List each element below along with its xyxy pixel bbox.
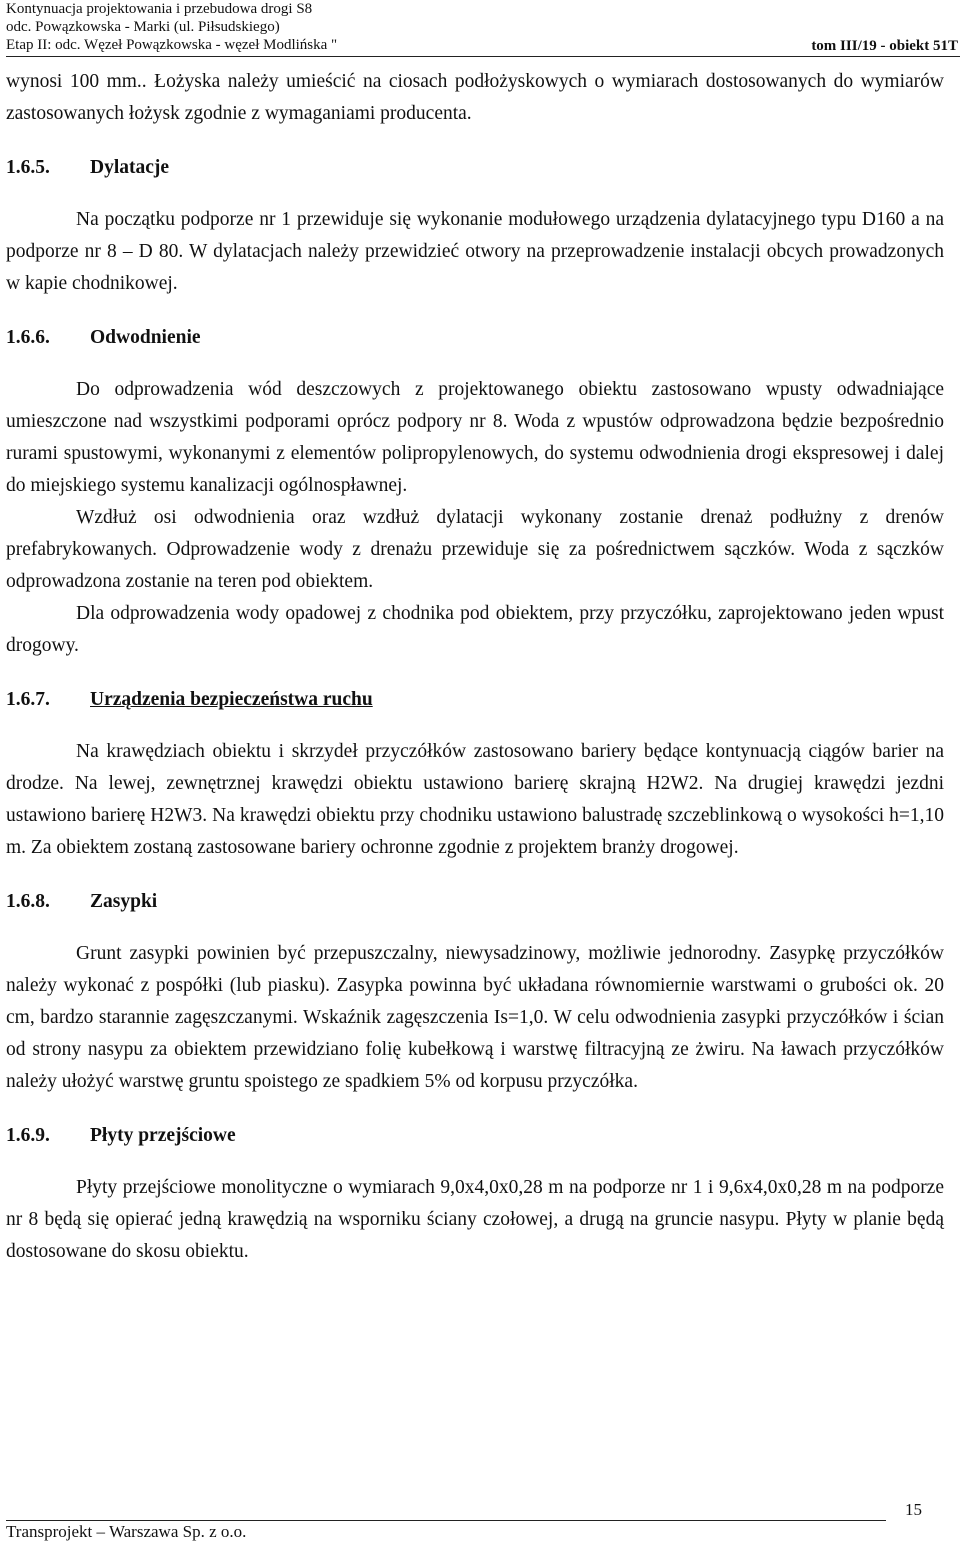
paragraph: Na krawędziach obiektu i skrzydeł przyczółków zastosowano bariery będące kontynuacją ciągów barier na drodze. Na lewej, zewnętrznej krawędzi obiektu ustawiono barierę skrajną H2W2. Na drugiej krawędzi jezdni ustawiono barierę H2W3. Na krawędzi obiektu przy chodniku ustawiono balustradę szczeblinkową o wysokości h=1,10 m. Za obiektem zostaną zastosowane bariery ochronne zgodnie z projektem branży drogowej. [6, 741, 944, 858]
header-project-title: Kontynuacja projektowania i przebudowa drogi S8 [6, 1, 313, 17]
header-volume-ref: tom III/19 - obiekt 51T [811, 38, 958, 54]
section-number: 1.6.6. [6, 327, 50, 348]
section-heading-odwodnienie [6, 322, 944, 354]
paragraph: Na początku podporze nr 1 przewiduje się wykonanie modułowego urządzenia dylatacyjnego typu D160 a na podporze nr 8 – D 80. W dylatacjach należy przewidzieć otwory na przeprowadzenie instalacji obcych prowadzonych w kapie chodnikowej. [6, 209, 944, 294]
intro-paragraph: wynosi 100 mm.. Łożyska należy umieścić na ciosach podłożyskowych o wymiarach dostosowanych do wymiarów zastosowanych łożysk zgodnie z wymaganiami producenta. [6, 71, 944, 124]
section-number: 1.6.7. [6, 689, 50, 710]
section-title: Zasypki [90, 891, 158, 912]
paragraph: Do odprowadzenia wód deszczowych z projektowanego obiektu zastosowano wpusty odwadniające umieszczone nad wszystkimi podporami oprócz podpory nr 8. Woda z wpustów odprowadzona będzie bezpośrednio rurami spustowymi, wykonanymi z elementów polipropylenowych, do systemu odwodnienia drogi ekspresowej i dalej do miejskiego systemu kanalizacji ogólnospławnej. [6, 379, 944, 496]
section-heading-urzadzenia [6, 684, 944, 716]
header-stage: Etap II: odc. Węzeł Powązkowska - węzeł Modlińska " [6, 37, 338, 53]
section-number: 1.6.5. [6, 157, 50, 178]
section-heading-plyty [6, 1120, 944, 1152]
footer-divider [6, 1520, 886, 1521]
paragraph: Grunt zasypki powinien być przepuszczalny, niewysadzinowy, możliwie jednorodny. Zasypkę przyczółków należy wykonać z pospółki (lub piasku). Zasypka powinna być układana równomiernie warstwami o grubości ok. 20 cm, bardzo starannie zagęszczanymi. Wskaźnik zagęszczenia Is=1,0. W celu odwodnienia zasypki przyczółków i ścian od strony nasypu za obiektem przewidziano folię kubełkową i warstwę filtracyjną ze żwiru. Na ławach przyczółków należy ułożyć warstwę gruntu spoistego ze spadkiem 5% od korpusu przyczółka. [6, 943, 944, 1092]
section-title: Dylatacje [90, 157, 170, 178]
page-header [6, 0, 960, 57]
section-title: Odwodnienie [90, 327, 201, 348]
document-body [6, 66, 944, 1268]
paragraph: Wzdłuż osi odwodnienia oraz wzdłuż dylatacji wykonany zostanie drenaż podłużny z drenów prefabrykowanych. Odprowadzenie wody z drenażu przewiduje się za pośrednictwem sączków. Woda z sączków odprowadzona zostanie na teren pod obiektem. [6, 507, 944, 592]
footer-company: Transprojekt – Warszawa Sp. z o.o. [6, 1522, 247, 1541]
section-title: Płyty przejściowe [90, 1125, 236, 1146]
section-number: 1.6.8. [6, 891, 50, 912]
section-heading-dylatacje [6, 152, 944, 184]
page-number: 15 [905, 1500, 922, 1519]
header-section: odc. Powązkowska - Marki (ul. Piłsudskiego) [6, 19, 280, 35]
paragraph: Dla odprowadzenia wody opadowej z chodnika pod obiektem, przy przyczółku, zaprojektowano jeden wpust drogowy. [6, 603, 944, 656]
paragraph: Płyty przejściowe monolityczne o wymiarach 9,0x4,0x0,28 m na podporze nr 1 i 9,6x4,0x0,28 m na podporze nr 8 będą się opierać jedną krawędzią na wsporniku ściany czołowej, a drugą na gruncie nasypu. Płyty w planie będą dostosowane do skosu obiektu. [6, 1177, 944, 1262]
section-number: 1.6.9. [6, 1125, 50, 1146]
section-title: Urządzenia bezpieczeństwa ruchu [90, 689, 373, 710]
section-heading-zasypki [6, 886, 944, 918]
